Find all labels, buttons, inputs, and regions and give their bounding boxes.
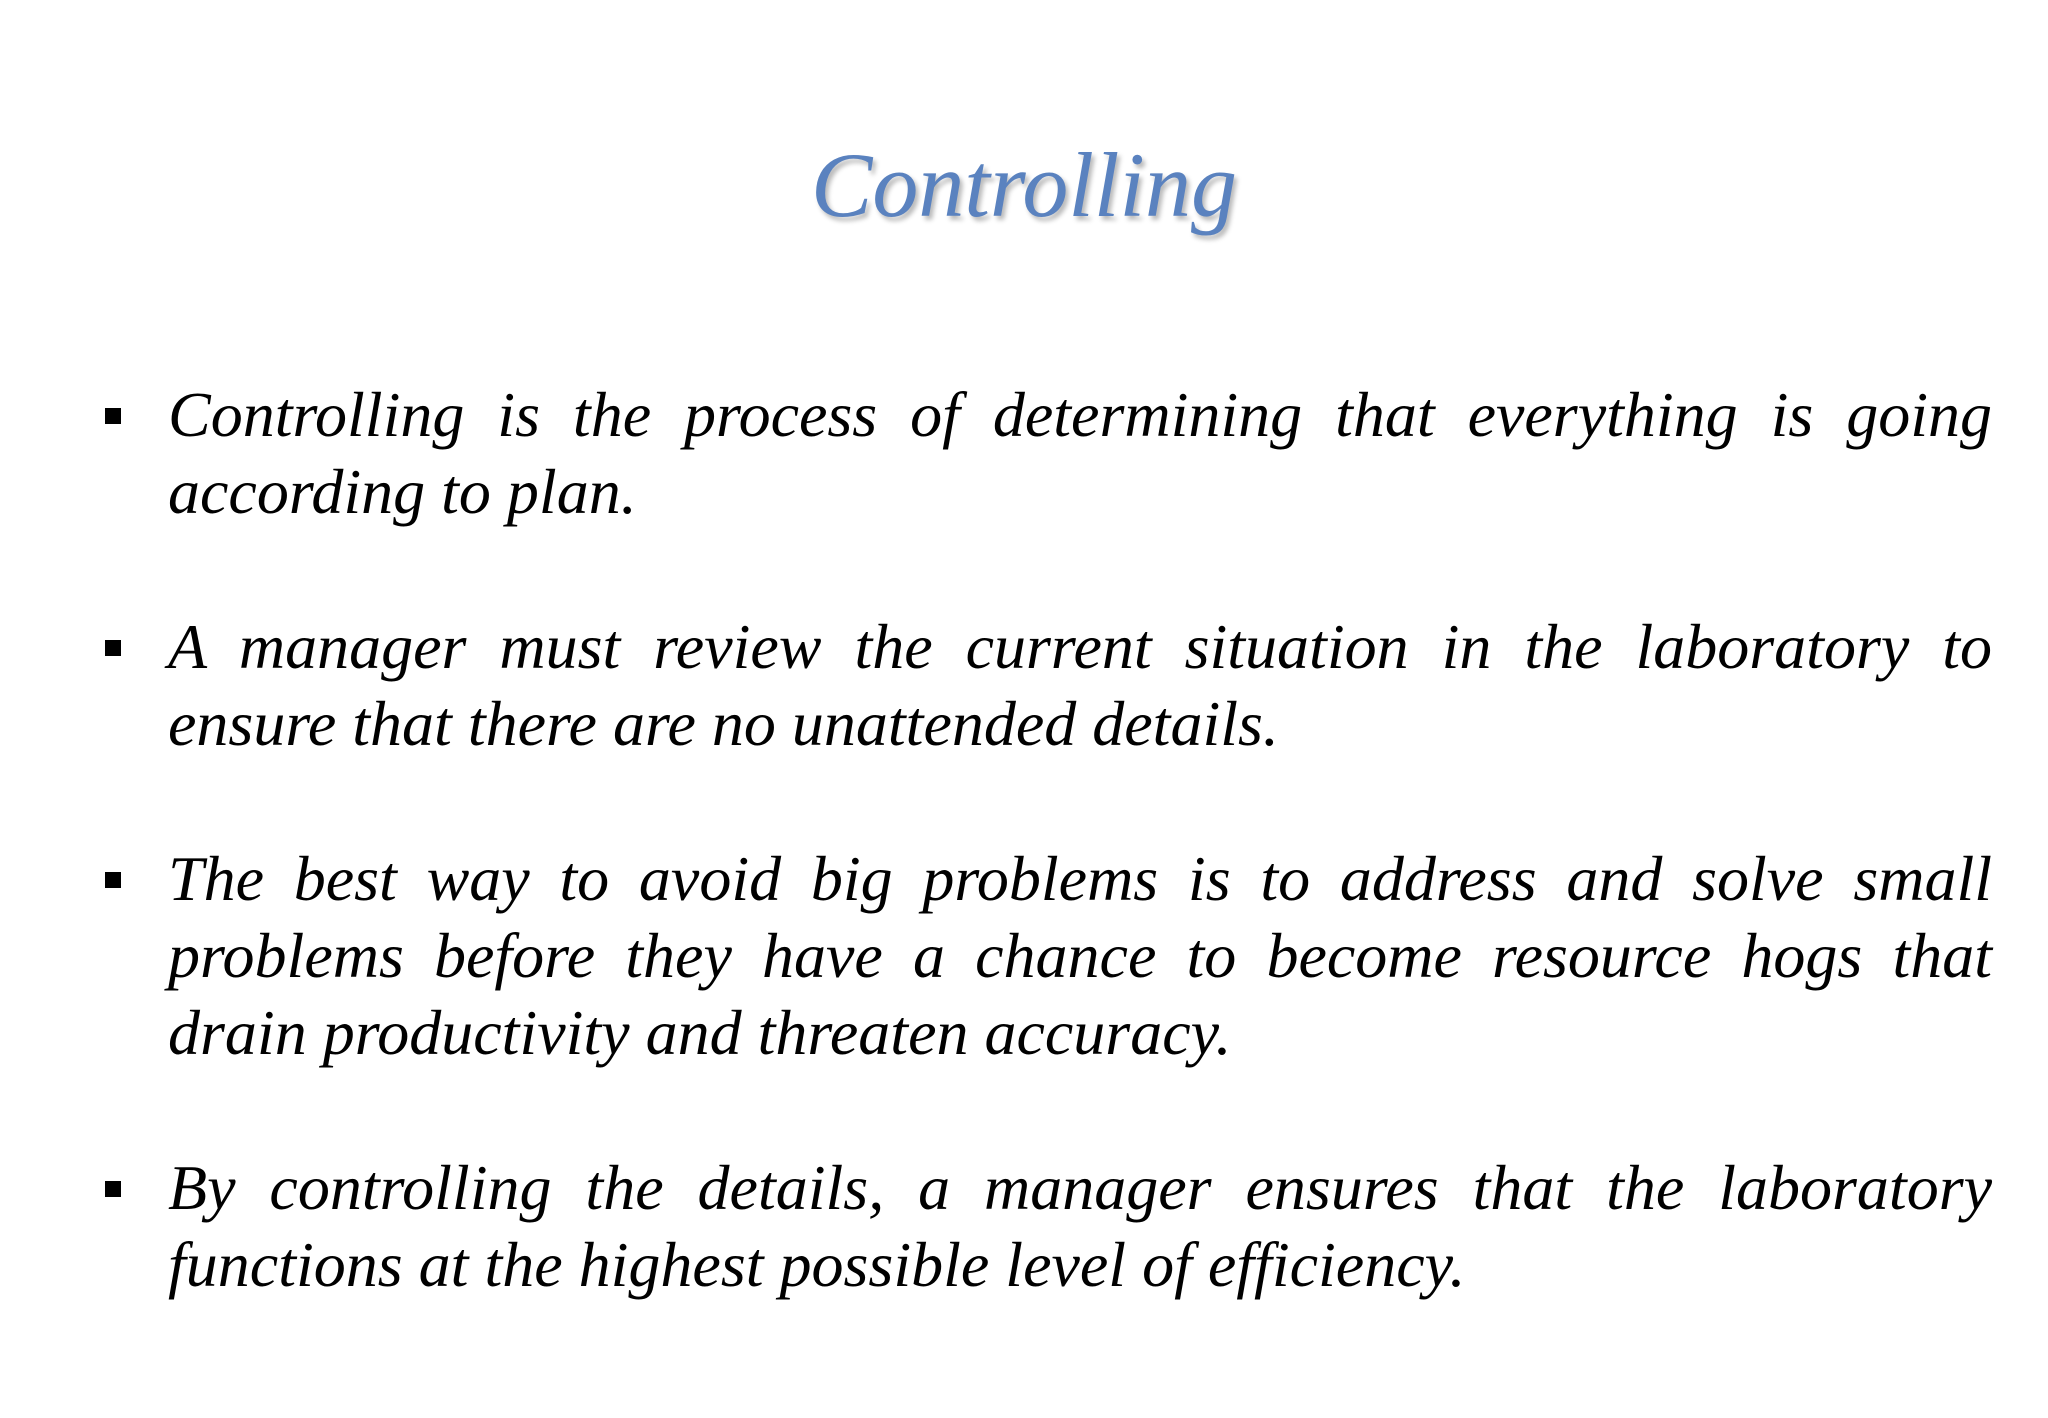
square-bullet-icon — [105, 408, 121, 424]
bullet-list — [100, 376, 1992, 1381]
bullet-text: Controlling is the process of determining that everything is going according to plan. — [168, 379, 1992, 527]
bullet-item — [100, 1149, 1992, 1303]
bullet-item — [100, 608, 1992, 762]
bullet-text: The best way to avoid big problems is to address and solve small problems before they have a chance to become resource hogs that drain productivity and threaten accuracy. — [168, 843, 1992, 1068]
bullet-item — [100, 840, 1992, 1071]
square-bullet-icon — [105, 872, 121, 888]
bullet-text: A manager must review the current situation in the laboratory to ensure that there are no unattended details. — [168, 611, 1992, 759]
bullet-text: By controlling the details, a manager ensures that the laboratory functions at the highest possible level of efficiency. — [168, 1152, 1992, 1300]
square-bullet-icon — [105, 1181, 121, 1197]
square-bullet-icon — [105, 640, 121, 656]
slide-title: Controlling — [811, 134, 1237, 236]
bullet-item — [100, 376, 1992, 530]
